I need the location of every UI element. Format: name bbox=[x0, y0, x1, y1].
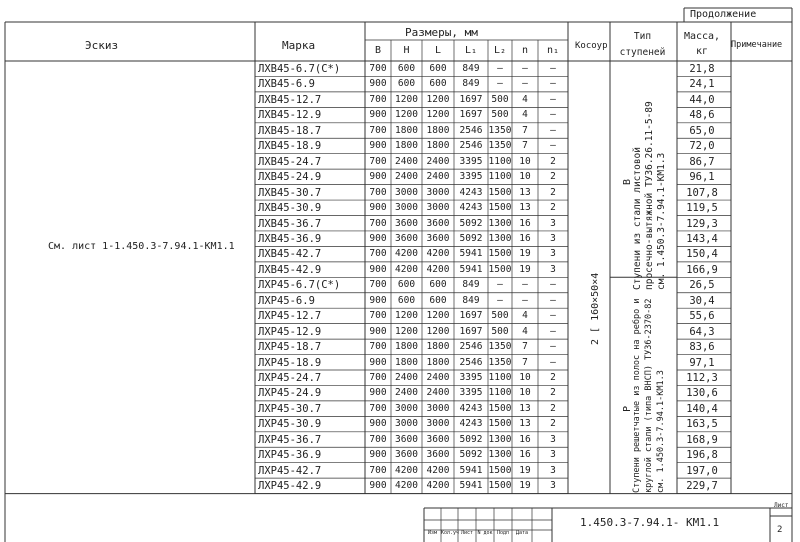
row-20-b: 700 bbox=[369, 372, 387, 383]
row-19-mass: 97,1 bbox=[689, 356, 715, 369]
row-25-l: 3600 bbox=[426, 449, 450, 461]
mass-header: Масса, кг bbox=[683, 31, 721, 57]
row-24-l: 3600 bbox=[426, 433, 450, 445]
row-17-l1: 1697 bbox=[459, 325, 483, 337]
row-18-l: 1800 bbox=[426, 341, 450, 353]
row-17-l2: 500 bbox=[491, 325, 509, 337]
row-21-h: 2400 bbox=[395, 387, 418, 399]
row-8-l2: 1500 bbox=[488, 186, 512, 198]
row-9-l: 3000 bbox=[426, 202, 450, 214]
row-16-mark: ЛХР45-12.7 bbox=[258, 310, 322, 323]
row-11-mass: 143,4 bbox=[686, 232, 718, 245]
row-21-n: 10 bbox=[519, 387, 531, 399]
row-22-n1: 2 bbox=[550, 402, 556, 414]
dim-header-h: H bbox=[403, 45, 410, 56]
row-20-l1: 3395 bbox=[459, 372, 483, 383]
row-25-h: 3600 bbox=[395, 449, 418, 461]
type-header: Тип ступеней bbox=[619, 31, 666, 58]
row-12-l2: 1500 bbox=[488, 248, 512, 260]
row-10-mass: 129,3 bbox=[686, 217, 718, 230]
sheet-number: 2 bbox=[777, 525, 783, 535]
row-26-l2: 1500 bbox=[488, 464, 512, 476]
kosour-header: Косоур bbox=[575, 41, 608, 51]
row-15-l1: 849 bbox=[462, 294, 480, 306]
row-19-h: 1800 bbox=[395, 356, 418, 368]
row-0-l1: 849 bbox=[462, 63, 480, 74]
row-21-mass: 130,6 bbox=[686, 387, 718, 400]
row-6-l1: 3395 bbox=[459, 155, 483, 167]
row-17-mass: 64,3 bbox=[689, 325, 715, 338]
row-23-n1: 2 bbox=[550, 418, 556, 430]
row-26-b: 700 bbox=[369, 464, 387, 476]
row-20-mark: ЛХР45-24.7 bbox=[258, 372, 322, 384]
row-24-l2: 1300 bbox=[488, 433, 512, 445]
row-26-l1: 5941 bbox=[459, 464, 483, 476]
row-9-n1: 2 bbox=[550, 202, 556, 214]
row-25-n: 16 bbox=[519, 449, 531, 461]
row-10-l1: 5092 bbox=[459, 217, 483, 229]
row-8-n: 13 bbox=[519, 186, 531, 198]
row-2-mass: 44,0 bbox=[689, 93, 715, 106]
row-16-n1: – bbox=[550, 310, 556, 322]
note-header: Примечание bbox=[731, 40, 783, 50]
row-10-n1: 3 bbox=[550, 217, 556, 229]
row-16-l2: 500 bbox=[491, 310, 509, 322]
document-code: 1.450.3-7.94.1- КМ1.1 bbox=[580, 516, 720, 529]
row-19-n: 7 bbox=[522, 356, 528, 368]
row-5-n1: – bbox=[550, 140, 556, 152]
row-25-mark: ЛХР45-36.9 bbox=[258, 449, 322, 462]
row-21-n1: 2 bbox=[550, 387, 556, 399]
row-14-l1: 849 bbox=[462, 279, 480, 291]
row-2-n1: – bbox=[550, 93, 556, 105]
row-2-l: 1200 bbox=[426, 93, 450, 105]
row-21-l1: 3395 bbox=[459, 387, 483, 399]
row-4-mark: ЛХВ45-18.7 bbox=[258, 124, 322, 137]
group-r-text2: круглой стали (типа ВНСП) ТУ36-2370-82 bbox=[644, 298, 654, 493]
row-16-l: 1200 bbox=[426, 310, 450, 322]
row-10-n: 16 bbox=[519, 217, 531, 229]
row-1-h: 600 bbox=[397, 78, 416, 90]
stamp-col-1: Кол.уч bbox=[441, 530, 460, 536]
row-17-l: 1200 bbox=[426, 325, 450, 337]
row-15-l2: – bbox=[497, 294, 503, 306]
row-19-n1: – bbox=[550, 356, 556, 368]
dim-header-n: n bbox=[521, 45, 529, 56]
row-7-b: 900 bbox=[369, 171, 387, 183]
row-3-b: 900 bbox=[369, 109, 387, 121]
row-11-mark: ЛХВ45-36.9 bbox=[258, 232, 322, 245]
row-9-h: 3000 bbox=[395, 202, 418, 214]
row-27-n1: 3 bbox=[550, 480, 556, 492]
row-6-mass: 86,7 bbox=[689, 155, 715, 168]
group-b-text2: просечно-вытяжной ТУ36.26.11-5-89 bbox=[644, 101, 655, 290]
group-b-text1: Ступени из стали листовой bbox=[632, 147, 643, 290]
row-25-mass: 196,8 bbox=[686, 449, 718, 462]
row-19-b: 900 bbox=[369, 356, 387, 368]
row-15-mass: 30,4 bbox=[689, 294, 715, 307]
row-11-l2: 1300 bbox=[488, 232, 512, 244]
row-21-l: 2400 bbox=[426, 387, 450, 399]
row-3-mass: 48,6 bbox=[689, 109, 715, 122]
row-27-mass: 229,7 bbox=[686, 480, 718, 493]
row-22-l1: 4243 bbox=[459, 402, 483, 414]
row-5-l1: 2546 bbox=[459, 140, 483, 152]
row-12-h: 4200 bbox=[395, 248, 418, 260]
row-16-b: 700 bbox=[369, 310, 387, 322]
row-22-mass: 140,4 bbox=[686, 402, 718, 415]
row-7-l: 2400 bbox=[426, 171, 450, 183]
row-3-l2: 500 bbox=[491, 109, 509, 121]
row-12-l: 4200 bbox=[426, 248, 450, 260]
row-14-h: 600 bbox=[397, 279, 416, 291]
row-2-mark: ЛХВ45-12.7 bbox=[258, 93, 322, 106]
row-1-mark: ЛХВ45-6.9 bbox=[258, 78, 315, 91]
row-3-n1: – bbox=[550, 109, 556, 121]
dim-header-l: L bbox=[434, 45, 442, 56]
row-13-n: 19 bbox=[519, 263, 531, 275]
row-8-h: 3000 bbox=[395, 186, 418, 198]
row-6-l: 2400 bbox=[426, 155, 450, 167]
row-2-b: 700 bbox=[369, 93, 387, 105]
row-4-n1: – bbox=[550, 124, 556, 136]
row-15-h: 600 bbox=[397, 294, 416, 306]
row-25-b: 900 bbox=[369, 449, 387, 461]
row-1-l: 600 bbox=[429, 78, 447, 90]
row-23-l1: 4243 bbox=[459, 418, 483, 430]
row-27-h: 4200 bbox=[395, 480, 418, 492]
row-10-h: 3600 bbox=[395, 217, 418, 229]
row-11-n1: 3 bbox=[550, 232, 556, 244]
row-4-b: 700 bbox=[369, 124, 387, 136]
kosour-value: 2 [ 160×50×4 bbox=[590, 272, 601, 345]
row-26-h: 4200 bbox=[395, 464, 418, 476]
row-10-b: 700 bbox=[369, 217, 387, 229]
row-2-h: 1200 bbox=[395, 93, 418, 105]
row-10-l2: 1300 bbox=[488, 217, 512, 229]
row-17-n: 4 bbox=[522, 325, 528, 337]
row-0-mass: 21,8 bbox=[689, 63, 715, 75]
row-26-l: 4200 bbox=[426, 464, 450, 476]
dim-header-b: B bbox=[374, 45, 382, 56]
row-18-n: 7 bbox=[522, 341, 528, 353]
row-14-n1: – bbox=[550, 279, 556, 291]
row-0-b: 700 bbox=[369, 63, 387, 74]
row-4-n: 7 bbox=[522, 124, 528, 136]
row-15-n1: – bbox=[550, 294, 556, 306]
row-13-b: 900 bbox=[369, 263, 387, 275]
row-12-n: 19 bbox=[519, 248, 531, 260]
row-11-l: 3600 bbox=[426, 232, 450, 244]
row-22-b: 700 bbox=[369, 402, 387, 414]
row-25-l2: 1300 bbox=[488, 449, 512, 461]
row-0-n1: – bbox=[550, 63, 556, 74]
row-10-l: 3600 bbox=[426, 217, 450, 229]
row-16-h: 1200 bbox=[395, 310, 418, 322]
row-2-l1: 1697 bbox=[459, 93, 483, 105]
row-22-h: 3000 bbox=[395, 402, 418, 414]
row-0-l2: – bbox=[497, 63, 503, 74]
row-17-mark: ЛХР45-12.9 bbox=[258, 325, 322, 338]
row-0-l: 600 bbox=[429, 63, 447, 74]
row-22-mark: ЛХР45-30.7 bbox=[258, 402, 322, 415]
row-3-l1: 1697 bbox=[459, 109, 483, 121]
sketch-header: Эскиз bbox=[85, 39, 119, 52]
row-6-l2: 1100 bbox=[488, 155, 512, 167]
row-18-h: 1800 bbox=[395, 341, 418, 353]
row-12-l1: 5941 bbox=[459, 248, 483, 260]
row-18-mark: ЛХР45-18.7 bbox=[258, 341, 322, 354]
row-19-l1: 2546 bbox=[459, 356, 483, 368]
sheet-label: Лист bbox=[774, 502, 789, 509]
row-4-mass: 65,0 bbox=[689, 124, 715, 137]
row-23-mass: 163,5 bbox=[686, 418, 718, 431]
row-19-l: 1800 bbox=[426, 356, 450, 368]
row-4-h: 1800 bbox=[395, 124, 418, 136]
row-7-n1: 2 bbox=[550, 171, 556, 183]
row-14-n: – bbox=[522, 279, 528, 291]
row-18-mass: 83,6 bbox=[689, 341, 715, 354]
row-14-l: 600 bbox=[429, 279, 447, 291]
row-11-h: 3600 bbox=[395, 232, 418, 244]
row-23-mark: ЛХР45-30.9 bbox=[258, 418, 322, 431]
row-24-b: 700 bbox=[369, 433, 387, 445]
row-23-l: 3000 bbox=[426, 418, 450, 430]
row-23-n: 13 bbox=[519, 418, 531, 430]
row-0-mark: ЛХВ45-6.7(С*) bbox=[258, 63, 341, 75]
row-11-l1: 5092 bbox=[459, 232, 483, 244]
row-27-mark: ЛХР45-42.9 bbox=[258, 480, 322, 493]
row-27-b: 900 bbox=[369, 480, 387, 492]
row-5-mark: ЛХВ45-18.9 bbox=[258, 140, 322, 153]
row-0-h: 600 bbox=[397, 63, 416, 74]
group-b-letter: В bbox=[622, 178, 633, 185]
row-3-mark: ЛХВ45-12.9 bbox=[258, 109, 322, 122]
row-19-l2: 1350 bbox=[488, 356, 512, 368]
stamp-col-0: Изм bbox=[427, 530, 438, 536]
row-4-l: 1800 bbox=[426, 124, 450, 136]
row-22-l2: 1500 bbox=[488, 402, 512, 414]
row-24-n1: 3 bbox=[550, 433, 556, 445]
row-12-mark: ЛХВ45-42.7 bbox=[258, 248, 322, 261]
group-r-letter: Р bbox=[622, 405, 633, 412]
row-0-n: – bbox=[522, 63, 528, 74]
row-7-mark: ЛХВ45-24.9 bbox=[258, 171, 322, 184]
row-8-n1: 2 bbox=[550, 186, 556, 198]
group-r-text3: см. 1.450.3-7.94.1-КМ1.3 bbox=[656, 370, 666, 493]
continuation-label: Продолжение bbox=[690, 9, 757, 20]
row-13-mark: ЛХВ45-42.9 bbox=[258, 263, 322, 276]
row-27-l: 4200 bbox=[426, 480, 450, 492]
row-13-mass: 166,9 bbox=[686, 263, 718, 276]
row-25-l1: 5092 bbox=[459, 449, 483, 461]
row-7-mass: 96,1 bbox=[689, 171, 715, 184]
row-2-l2: 500 bbox=[491, 93, 509, 105]
row-11-n: 16 bbox=[519, 232, 531, 244]
row-27-l2: 1500 bbox=[488, 480, 512, 492]
row-1-l2: – bbox=[497, 78, 503, 90]
row-17-b: 900 bbox=[369, 325, 387, 337]
row-9-mass: 119,5 bbox=[686, 202, 718, 215]
row-11-b: 900 bbox=[369, 232, 387, 244]
row-1-n1: – bbox=[550, 78, 556, 90]
dimensions-header: Размеры, мм bbox=[405, 26, 478, 39]
dim-header-l1: L₁ bbox=[464, 45, 478, 56]
row-1-b: 900 bbox=[369, 78, 387, 90]
row-23-h: 3000 bbox=[395, 418, 418, 430]
row-1-l1: 849 bbox=[462, 78, 480, 90]
row-2-n: 4 bbox=[522, 93, 528, 105]
row-6-mark: ЛХВ45-24.7 bbox=[258, 155, 322, 168]
row-9-l2: 1500 bbox=[488, 202, 512, 214]
stamp-col-4: Подп bbox=[496, 530, 510, 536]
stamp-col-5: Дата bbox=[515, 530, 529, 536]
row-12-mass: 150,4 bbox=[686, 248, 718, 261]
row-24-mass: 168,9 bbox=[686, 433, 718, 446]
row-15-l: 600 bbox=[429, 294, 447, 306]
row-26-n1: 3 bbox=[550, 464, 556, 476]
row-5-b: 900 bbox=[369, 140, 387, 152]
group-r-text1: Ступени решетчатые из полос на ребро и bbox=[632, 298, 642, 493]
sketch-reference: См. лист 1-1.450.3-7.94.1-КМ1.1 bbox=[48, 241, 235, 252]
row-25-n1: 3 bbox=[550, 449, 556, 461]
row-24-h: 3600 bbox=[395, 433, 418, 445]
row-20-n: 10 bbox=[519, 372, 531, 383]
row-24-mark: ЛХР45-36.7 bbox=[258, 433, 322, 446]
row-20-l2: 1100 bbox=[488, 372, 512, 383]
row-24-l1: 5092 bbox=[459, 433, 483, 445]
row-20-mass: 112,3 bbox=[686, 372, 718, 384]
row-7-l2: 1100 bbox=[488, 171, 512, 183]
row-14-b: 700 bbox=[369, 279, 387, 291]
stamp-col-2: Лист bbox=[460, 530, 474, 536]
row-21-b: 900 bbox=[369, 387, 387, 399]
row-17-n1: – bbox=[550, 325, 556, 337]
row-13-n1: 3 bbox=[550, 263, 556, 275]
row-6-h: 2400 bbox=[395, 155, 418, 167]
row-7-l1: 3395 bbox=[459, 171, 483, 183]
row-13-l2: 1500 bbox=[488, 263, 512, 275]
row-19-mark: ЛХР45-18.9 bbox=[258, 356, 322, 369]
row-26-mass: 197,0 bbox=[686, 464, 718, 477]
row-15-mark: ЛХР45-6.9 bbox=[258, 294, 315, 307]
row-13-l1: 5941 bbox=[459, 263, 483, 275]
row-21-l2: 1100 bbox=[488, 387, 512, 399]
row-15-n: – bbox=[522, 294, 528, 306]
mark-header: Марка bbox=[282, 39, 316, 52]
row-14-mark: ЛХР45-6.7(С*) bbox=[258, 279, 341, 292]
row-5-h: 1800 bbox=[395, 140, 418, 152]
row-1-mass: 24,1 bbox=[689, 78, 715, 91]
row-20-l: 2400 bbox=[426, 372, 450, 383]
row-3-n: 4 bbox=[522, 109, 528, 121]
dim-header-n1: n₁ bbox=[546, 45, 560, 56]
row-4-l2: 1350 bbox=[488, 124, 512, 136]
row-18-l1: 2546 bbox=[459, 341, 483, 353]
row-8-l: 3000 bbox=[426, 186, 450, 198]
row-15-b: 900 bbox=[369, 294, 387, 306]
row-21-mark: ЛХР45-24.9 bbox=[258, 387, 322, 400]
row-16-l1: 1697 bbox=[459, 310, 483, 322]
row-17-h: 1200 bbox=[395, 325, 418, 337]
row-5-mass: 72,0 bbox=[689, 140, 715, 153]
row-8-b: 700 bbox=[369, 186, 387, 198]
row-6-n1: 2 bbox=[550, 155, 556, 167]
row-16-n: 4 bbox=[522, 310, 528, 322]
stamp-col-3: N док bbox=[477, 530, 493, 536]
row-20-h: 2400 bbox=[395, 372, 418, 383]
row-6-b: 700 bbox=[369, 155, 387, 167]
row-26-mark: ЛХР45-42.7 bbox=[258, 464, 322, 477]
row-9-n: 13 bbox=[519, 202, 531, 214]
row-3-h: 1200 bbox=[395, 109, 418, 121]
row-8-mass: 107,8 bbox=[686, 186, 718, 199]
row-5-n: 7 bbox=[522, 140, 528, 152]
row-1-n: – bbox=[522, 78, 528, 90]
row-12-b: 700 bbox=[369, 248, 387, 260]
row-13-h: 4200 bbox=[395, 263, 418, 275]
row-4-l1: 2546 bbox=[459, 124, 483, 136]
row-9-mark: ЛХВ45-30.9 bbox=[258, 202, 322, 215]
row-5-l: 1800 bbox=[426, 140, 450, 152]
row-5-l2: 1350 bbox=[488, 140, 512, 152]
row-16-mass: 55,6 bbox=[689, 310, 715, 323]
row-27-n: 19 bbox=[519, 480, 531, 492]
row-9-b: 900 bbox=[369, 202, 387, 214]
row-8-l1: 4243 bbox=[459, 186, 483, 198]
row-14-l2: – bbox=[497, 279, 503, 291]
row-22-n: 13 bbox=[519, 402, 531, 414]
row-13-l: 4200 bbox=[426, 263, 450, 275]
row-14-mass: 26,5 bbox=[689, 279, 715, 292]
row-18-l2: 1350 bbox=[488, 341, 512, 353]
row-27-l1: 5941 bbox=[459, 480, 483, 492]
row-23-b: 900 bbox=[369, 418, 387, 430]
row-18-n1: – bbox=[550, 341, 556, 353]
row-9-l1: 4243 bbox=[459, 202, 483, 214]
row-26-n: 19 bbox=[519, 464, 531, 476]
row-7-n: 10 bbox=[519, 171, 531, 183]
row-20-n1: 2 bbox=[550, 372, 556, 383]
row-24-n: 16 bbox=[519, 433, 531, 445]
row-10-mark: ЛХВ45-36.7 bbox=[258, 217, 322, 230]
group-b-text3: см. 1.450.3-7.94.1-КМ1.3 bbox=[656, 152, 667, 290]
row-23-l2: 1500 bbox=[488, 418, 512, 430]
row-7-h: 2400 bbox=[395, 171, 418, 183]
row-18-b: 700 bbox=[369, 341, 387, 353]
dim-header-l2: L₂ bbox=[493, 45, 507, 56]
row-8-mark: ЛХВ45-30.7 bbox=[258, 186, 322, 199]
row-6-n: 10 bbox=[519, 155, 531, 167]
row-12-n1: 3 bbox=[550, 248, 556, 260]
row-22-l: 3000 bbox=[426, 402, 450, 414]
row-3-l: 1200 bbox=[426, 109, 450, 121]
